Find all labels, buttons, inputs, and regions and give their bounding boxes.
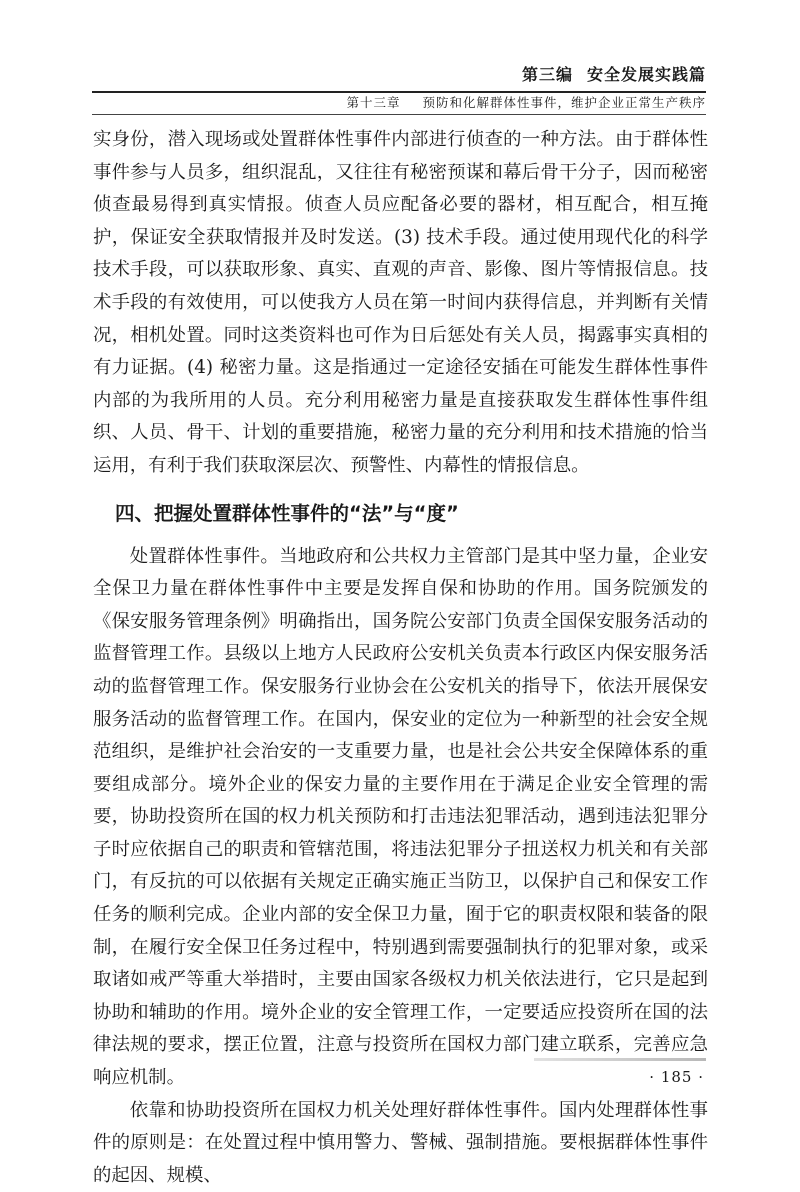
paragraph-relying: 依靠和协助投资所在国权力机关处理好群体性事件。国内处理群体性事件的原则是：在处置过程中慎用警力、警械、强制措施。要根据群体性事件的起因、规模、 <box>93 1099 708 1186</box>
chapter-header <box>346 94 706 112</box>
header-rule <box>92 91 706 93</box>
chapter-label: 第十三章 <box>346 95 401 110</box>
paragraph-handling: 处置群体性事件。当地政府和公共权力主管部门是其中坚力量，企业安全保卫力量在群体性事件中主要是发挥自保和协助的作用。国务院颁发的《保安服务管理条例》明确指出，国务院公安部门负责全国保安服务活动的监督管理工作。县级以上地方人民政府公安机关负责本行政区内保安服务活动的监督管理工作。保安服务行业协会在公安机关的指导下，依法开展保安服务活动的监督管理工作。在国内，保安业的定位为一种新型的社会安全规范组织，是维护社会治安的一支重要力量，也是社会公共安全保障体系的重要组成部分。境外企业的保安力量的主要作用在于满足企业安全管理的需要，协助投资所在国的权力机关预防和打击违法犯罪活动，遇到违法犯罪分子时应依据自己的职责和管辖范围，将违法犯罪分子扭送权力机关和有关部门，有反抗的可以依据有关规定正确实施正当防卫，以保护自己和保安工作任务的顺利完成。企业内部的安全保卫力量，囿于它的职责权限和装备的限制，在履行安全保卫任务过程中，特别遇到需要强制执行的犯罪对象，或采取诸如戒严等重大举措时，主要由国家各级权力机关依法进行，它只是起到协助和辅助的作用。境外企业的安全管理工作，一定要适应投资所在国的法律法规的要求，摆正位置，注意与投资所在国权力部门建立联系，完善应急响应机制。 <box>93 545 708 1089</box>
page-number: · 185 · <box>649 1068 704 1086</box>
part-header <box>522 64 706 86</box>
footer-rule <box>534 1058 706 1061</box>
part-title: 安全发展实践篇 <box>586 65 706 84</box>
paragraph-continued: 实身份，潜入现场或处置群体性事件内部进行侦查的一种方法。由于群体性事件参与人员多，组织混乱，又往往有秘密预谋和幕后骨干分子，因而秘密侦查最易得到真实情报。侦查人员应配备必要的器材，相互配合，相互掩护，保证安全获取情报并及时发送。(3) 技术手段。通过使用现代化的科学技术手段，可以获取形象、真实、直观的声音、影像、图片等情报信息。技术手段的有效使用，可以使我方人员在第一时间内获得信息，并判断有关情况，相机处置。同时这类资料也可作为日后惩处有关人员，揭露事实真相的有力证据。(4) 秘密力量。这是指通过一定途径安插在可能发生群体性事件内部的为我所用的人员。充分利用秘密力量是直接获取发生群体性事件组织、人员、骨干、计划的重要措施，秘密力量的充分利用和技术措施的恰当运用，有利于我们获取深层次、预警性、内幕性的情报信息。 <box>93 129 708 476</box>
chapter-title: 预防和化解群体性事件，维护企业正常生产秩序 <box>422 95 706 110</box>
part-label: 第三编 <box>521 65 573 84</box>
section-heading: 四、把握处置群体性事件的“法”与“度” <box>115 501 459 525</box>
running-header <box>522 64 706 86</box>
page-body <box>93 124 708 1192</box>
header-subrule <box>92 114 706 115</box>
